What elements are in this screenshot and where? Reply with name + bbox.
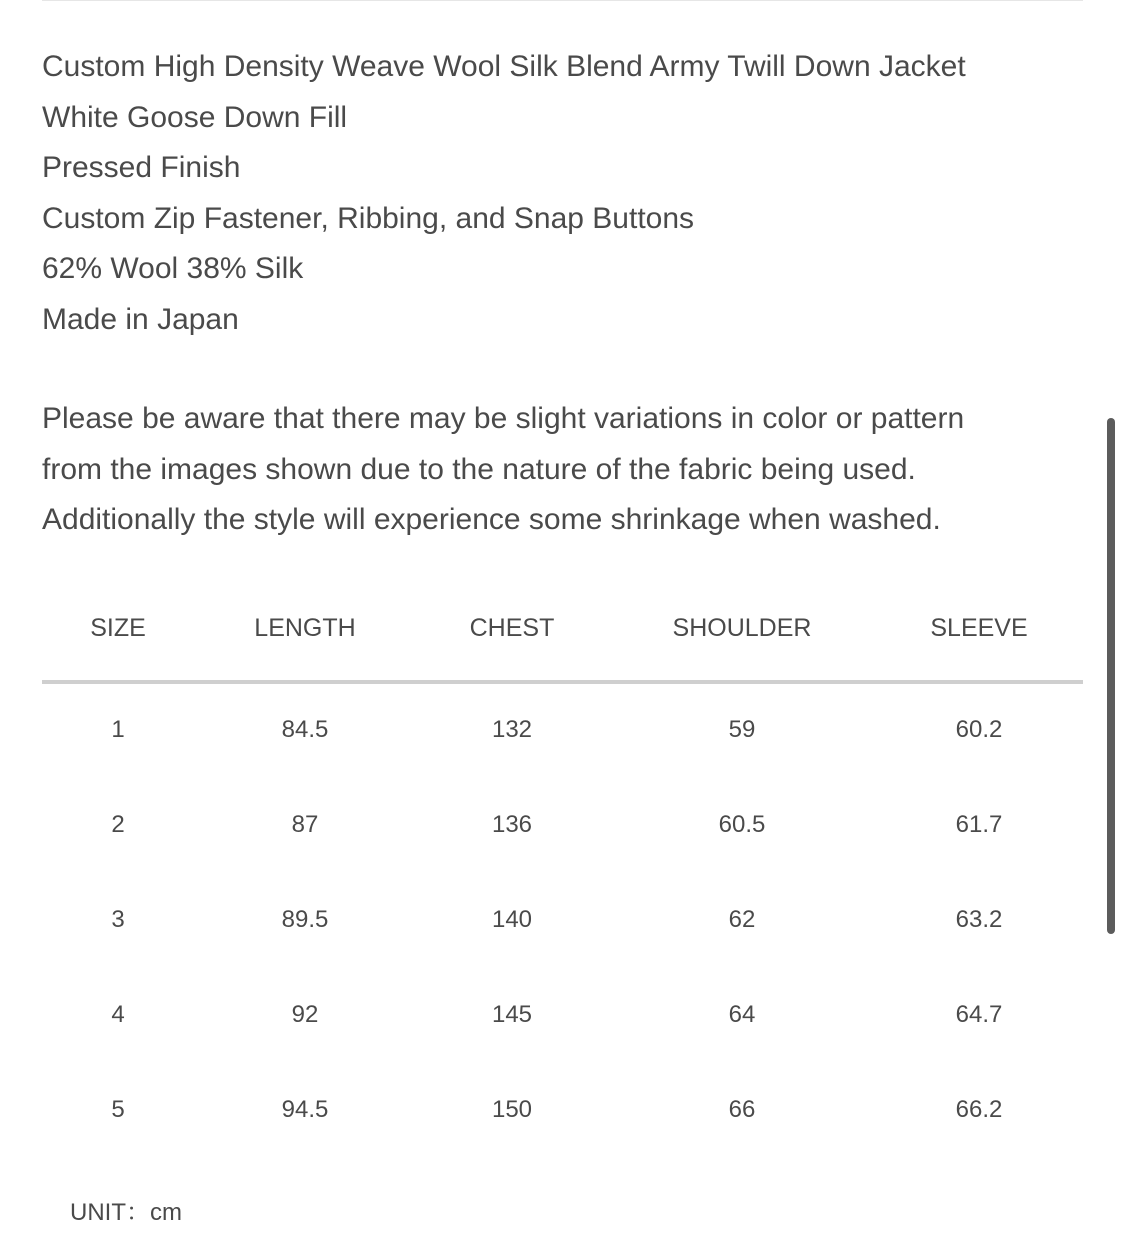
header-size: SIZE <box>90 614 146 642</box>
description-line: Pressed Finish <box>42 151 241 184</box>
top-divider <box>42 0 1083 1</box>
description-line: Custom Zip Fastener, Ribbing, and Snap Buttons <box>42 201 695 235</box>
cell-size: 3 <box>111 906 125 933</box>
header-length: LENGTH <box>254 614 356 642</box>
cell-chest: 140 <box>491 906 533 933</box>
header-chest: CHEST <box>469 614 555 642</box>
description-line: 62% Wool 38% Silk <box>42 252 304 285</box>
cell-size: 4 <box>111 1001 125 1028</box>
cell-length: 87 <box>291 811 319 838</box>
notice-line: from the images shown due to the nature of the fabric being used. <box>42 452 916 486</box>
cell-sleeve: 63.2 <box>955 906 1003 933</box>
cell-size: 1 <box>111 716 125 743</box>
cell-length: 84.5 <box>281 716 329 743</box>
cell-shoulder: 62 <box>728 906 756 933</box>
cell-shoulder: 66 <box>728 1096 756 1123</box>
scrollbar-thumb[interactable] <box>1107 418 1115 934</box>
header-shoulder: SHOULDER <box>672 614 812 642</box>
description-line: Made in Japan <box>42 302 239 336</box>
description-line: White Goose Down Fill <box>42 100 348 134</box>
notice-line: Please be aware that there may be slight variations in color or pattern <box>42 402 965 435</box>
cell-chest: 136 <box>491 811 533 838</box>
cell-length: 94.5 <box>281 1096 329 1123</box>
cell-chest: 132 <box>491 716 533 743</box>
size-chart-header <box>42 580 1083 684</box>
cell-sleeve: 61.7 <box>955 811 1003 838</box>
product-description <box>42 42 1102 345</box>
header-sleeve: SLEEVE <box>930 614 1028 642</box>
cell-shoulder: 64 <box>728 1001 756 1028</box>
unit-label: UNIT：cm <box>70 1199 182 1226</box>
cell-chest: 145 <box>491 1001 533 1028</box>
size-chart-table <box>42 580 1083 1159</box>
table-row <box>42 969 1083 1064</box>
cell-sleeve: 60.2 <box>955 716 1003 743</box>
cell-sleeve: 64.7 <box>955 1001 1003 1028</box>
table-row <box>42 779 1083 874</box>
notice-line: Additionally the style will experience some shrinkage when washed. <box>42 503 941 536</box>
cell-size: 2 <box>111 811 125 838</box>
cell-shoulder: 60.5 <box>718 811 766 838</box>
table-row <box>42 874 1083 969</box>
description-line: Custom High Density Weave Wool Silk Blend Army Twill Down Jacket <box>42 50 966 83</box>
table-row <box>42 1064 1083 1159</box>
cell-chest: 150 <box>491 1096 533 1123</box>
cell-length: 89.5 <box>281 906 329 933</box>
cell-sleeve: 66.2 <box>955 1096 1003 1123</box>
cell-length: 92 <box>291 1001 319 1028</box>
cell-size: 5 <box>111 1096 125 1123</box>
cell-shoulder: 59 <box>728 716 756 743</box>
variation-notice <box>42 394 1102 546</box>
table-row <box>42 684 1083 779</box>
